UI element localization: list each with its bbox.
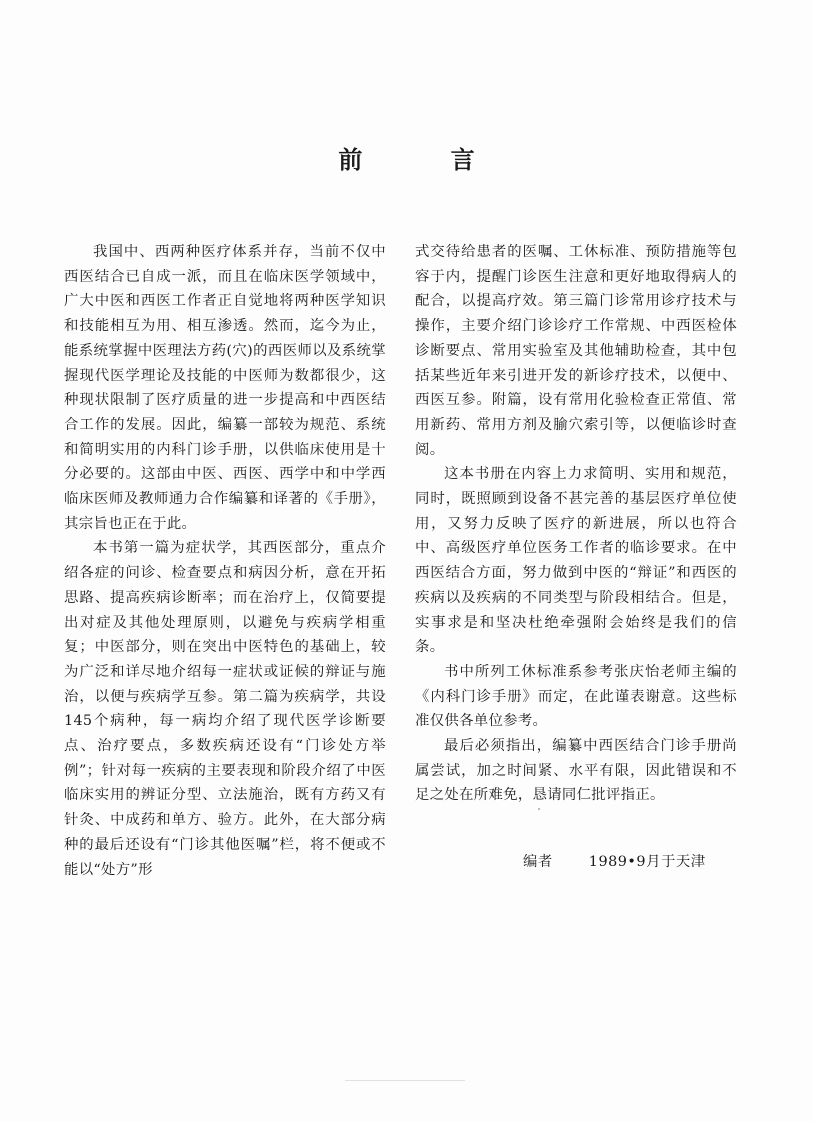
paragraph: 这本书册在内容上力求简明、实用和规范，同时，既照顾到设备不甚完善的基层医疗单位使用，又努力反映了医疗的新进展，所以也符合中、高级医疗单位医务工作者的临诊要求。在中西医结合方面，努力做到中医的“辩证”和西医的疾病以及疾病的不同类型与阶段相结合。但是，实事求是和坚决杜绝牵强附会始终是我们的信条。 <box>415 466 737 656</box>
paragraph-continued: 式交待给患者的医嘱、工休标准、预防措施等包容于内，提醒门诊医生注意和更好地取得病人的配合，以提高疗效。第三篇门诊常用诊疗技术与操作，主要介绍门诊诊疗工作常规、中西医检体诊断要点、常用实验室及其他辅助检查，其中包括某些近年来引进开发的新诊疗技术，以便中、西医互参。附篇，设有常用化验检查正常值、常用新药、常用方剂及腧穴索引等，以便临诊时查阅。 <box>415 244 737 458</box>
right-column <box>415 240 737 875</box>
scan-noise <box>345 1080 465 1081</box>
paragraph: 最后必须指出，编纂中西医结合门诊手册尚属尝试，加之时间紧、水平有限，因此错误和不足之处在所难免，恳请同仁批评指正。 <box>415 738 737 804</box>
signature-line <box>415 850 737 875</box>
signature-date: 1989•9月于天津 <box>588 854 706 871</box>
paragraph: 本书第一篇为症状学，其西医部分，重点介绍各症的问诊、检查要点和病因分析，意在开拓思路、提高疾病诊断率；而在治疗上，仅简要提出对症及其他处理原则，以避免与疾病学相重复；中医部分，则在突出中医特色的基础上，较为广泛和详尽地介绍每一症状或证候的辩证与施治，以便与疾病学互参。第二篇为疾病学，共设145个病种，每一病均介绍了现代医学诊断要点、治疗要点，多数疾病还设有“门诊处方举例”；针对每一疾病的主要表现和阶段介绍了中医临床实用的辨证分型、立法施治，既有方药又有针灸、中成药和单方、验方。此外，在大部分病种的最后还设有“门诊其他医嘱”栏，将不便或不能以“处方”形 <box>64 540 386 878</box>
signature-author: 编者 <box>523 854 553 871</box>
scan-speck <box>538 808 540 810</box>
page-title: 前 言 <box>338 145 515 174</box>
paragraph: 书中所列工休标准系参考张庆怡老师主编的《内科门诊手册》而定，在此谨表谢意。这些标准仅供各单位参考。 <box>415 663 737 730</box>
left-column <box>64 240 386 882</box>
paragraph: 我国中、西两种医疗体系并存，当前不仅中西医结合已自成一派，而且在临床医学领域中，广大中医和西医工作者正自觉地将两种医学知识和技能相互为用、相互渗透。然而，迄今为止，能系统掌握中医理法方药(穴)的西医师以及系统掌握现代医学理论及技能的中医师为数都很少，这种现状限制了医疗质量的进一步提高和中西医结合工作的发展。因此，编纂一部较为规范、系统和简明实用的内科门诊手册，以供临床使用是十分必要的。这部由中医、西医、西学中和中学西临床医师及教师通力合作编纂和译著的《手册》，其宗旨也正在于此。 <box>64 244 386 532</box>
